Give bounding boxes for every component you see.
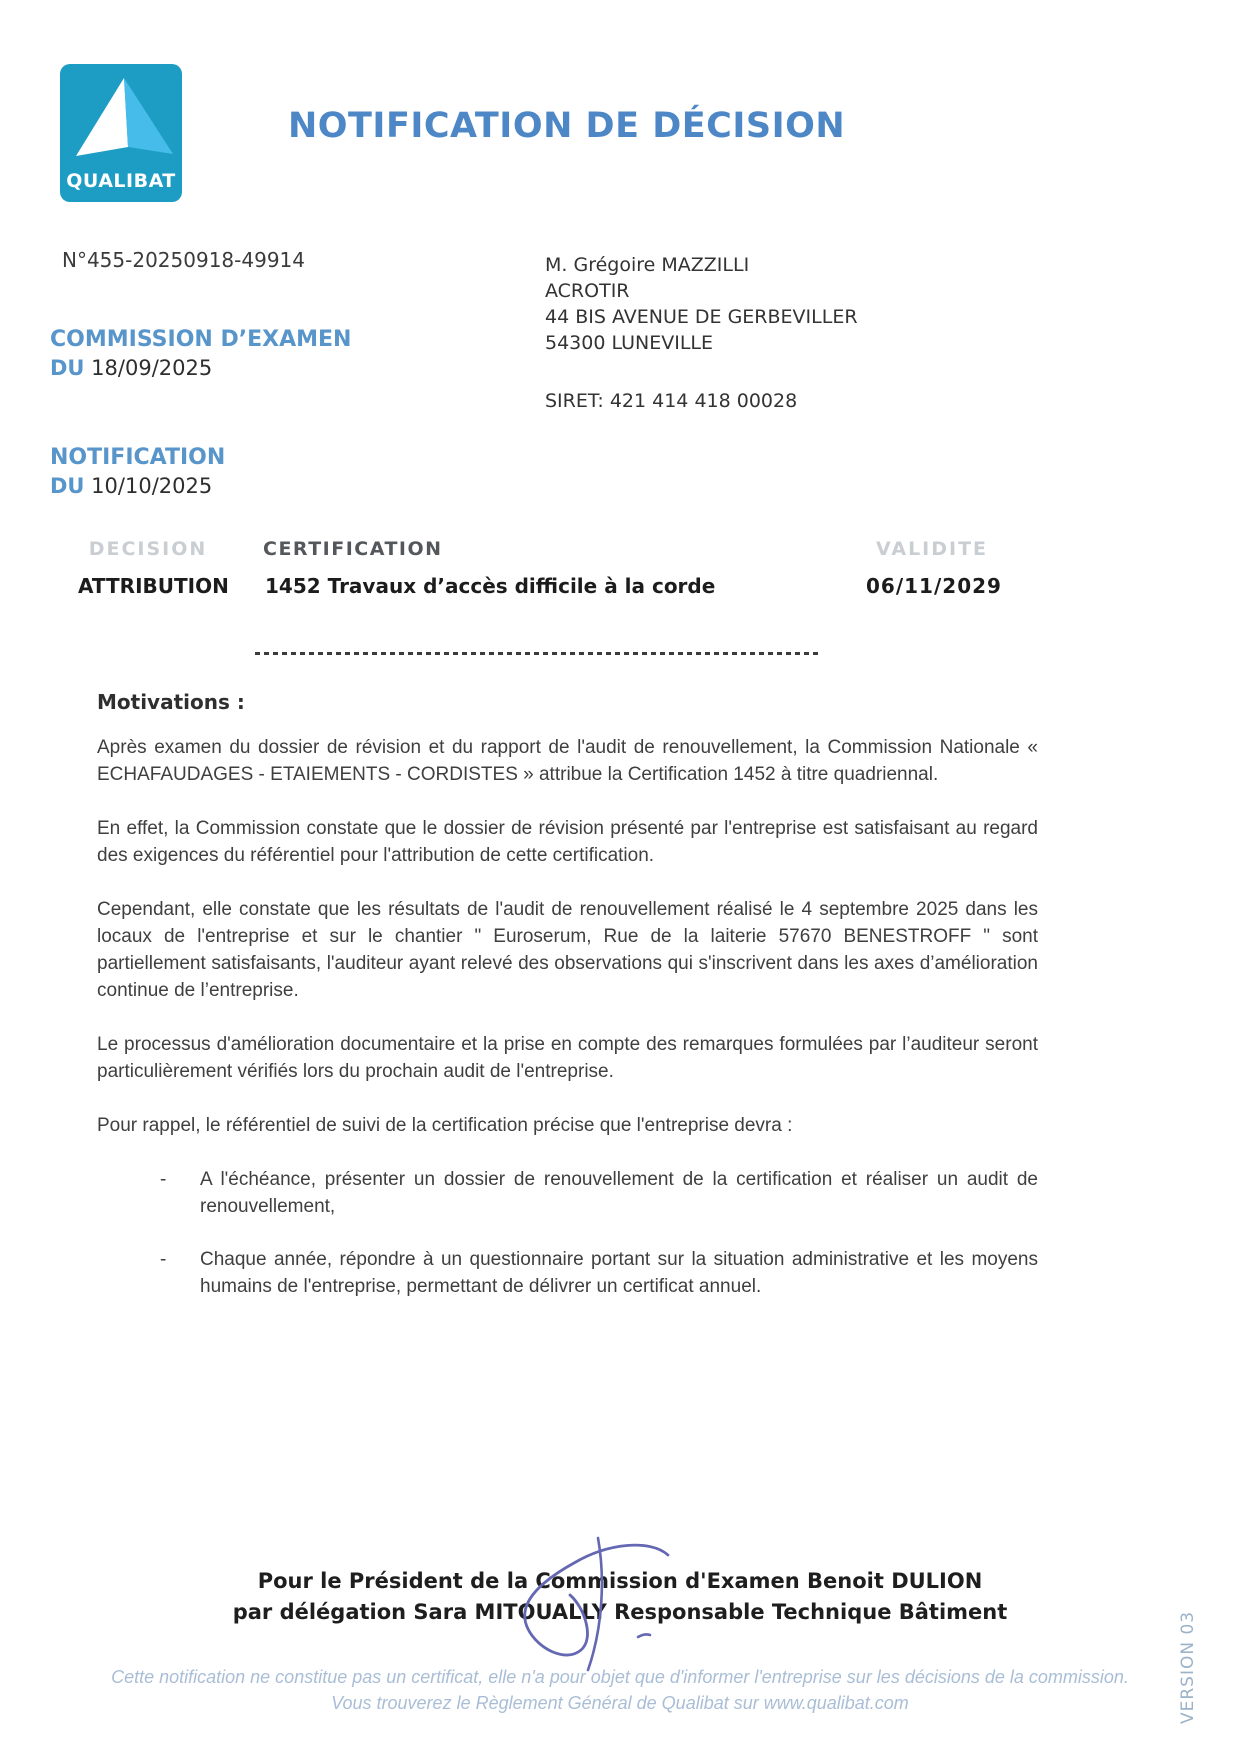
notification-du-label: DU: [50, 474, 85, 498]
qualibat-logo: [60, 64, 182, 202]
bullet-marker: -: [160, 1249, 167, 1270]
footer-line2: Vous trouverez le Règlement Général de Qualibat sur www.qualibat.com: [331, 1693, 909, 1713]
commission-date: 18/09/2025: [91, 356, 213, 380]
table-cell-decision: ATTRIBUTION: [78, 574, 229, 598]
dashed-separator: [255, 652, 821, 655]
table-cell-validite: 06/11/2029: [866, 574, 1002, 598]
page-title: NOTIFICATION DE DÉCISION: [288, 106, 846, 146]
paragraph: Cependant, elle constate que les résultats de l'audit de renouvellement réalisé le 4 septembre 2025 dans les locaux de l'entreprise et sur le chantier " Euroserum, Rue de la laiterie 57670 BENESTROFF " sont partiellement satisfaisants, l'auditeur ayant relevé des observations qui s'inscrivent dans les axes d’amélioration continue de l’entreprise.: [97, 899, 1038, 1001]
bullet-marker: -: [160, 1169, 167, 1190]
bullet-text: Chaque année, répondre à un questionnaire portant sur la situation administrative et les moyens humains de l'entreprise, permettant de délivrer un certificat annuel.: [200, 1249, 1038, 1297]
logo-brand-text: QUALIBAT: [66, 170, 176, 192]
bullet-item: [97, 1246, 1038, 1300]
commission-block: [50, 326, 351, 383]
siret-line: SIRET: 421 414 418 00028: [545, 390, 798, 412]
recipient-street: 44 BIS AVENUE DE GERBEVILLER: [545, 306, 858, 328]
table-header-decision: DECISION: [88, 538, 208, 560]
motivations-heading: Motivations :: [97, 690, 245, 714]
recipient-company: ACROTIR: [545, 280, 630, 302]
commission-heading: COMMISSION D’EXAMEN: [50, 327, 352, 352]
notification-date: 10/10/2025: [91, 474, 213, 498]
signature-line1: Pour le Président de la Commission d'Examen Benoit DULION: [257, 1569, 983, 1593]
notification-date-line: [50, 472, 225, 501]
motivations-body: [97, 734, 1038, 1326]
handwritten-signature: [500, 1535, 690, 1675]
paragraph: En effet, la Commission constate que le dossier de révision présenté par l'entreprise est satisfaisant au regard des exigences du référentiel pour l'attribution de cette certification.: [97, 818, 1038, 866]
commission-date-line: [50, 354, 351, 383]
footer-disclaimer: [0, 1664, 1240, 1716]
recipient-name: M. Grégoire MAZZILLI: [545, 254, 750, 276]
table-header-certification: CERTIFICATION: [263, 538, 443, 560]
commission-du-label: DU: [50, 356, 85, 380]
paragraph: Après examen du dossier de révision et du rapport de l'audit de renouvellement, la Commission Nationale « ECHAFAUDAGES - ETAIEMENTS - CORDISTES » attribue la Certification 1452 à titre quadriennal.: [97, 737, 1038, 785]
pyramid-icon: [60, 68, 182, 176]
notification-heading: NOTIFICATION: [50, 445, 226, 470]
paragraph: Le processus d'amélioration documentaire et la prise en compte des remarques formulées par l’auditeur seront particulièrement vérifiés lors du prochain audit de l'entreprise.: [97, 1034, 1038, 1082]
paragraph: Pour rappel, le référentiel de suivi de la certification précise que l'entreprise devra :: [97, 1115, 793, 1136]
recipient-address: [545, 252, 858, 356]
table-header-validite: VALIDITE: [875, 538, 989, 560]
bullet-text: A l'échéance, présenter un dossier de renouvellement de la certification et réaliser un audit de renouvellement,: [200, 1169, 1038, 1217]
notification-block: [50, 444, 225, 501]
recipient-city: 54300 LUNEVILLE: [545, 332, 714, 354]
table-cell-certification: 1452 Travaux d’accès difficile à la corde: [265, 574, 716, 598]
version-label: VERSION 03: [1178, 1610, 1198, 1724]
bullet-item: [97, 1166, 1038, 1220]
signature-line2: par délégation Sara MITOUALLY Responsable Technique Bâtiment: [232, 1600, 1008, 1624]
reference-number: N°455-20250918-49914: [62, 248, 305, 272]
footer-line1: Cette notification ne constitue pas un certificat, elle n'a pour objet que d'informer l'entreprise sur les décisions de la commission.: [111, 1667, 1129, 1687]
